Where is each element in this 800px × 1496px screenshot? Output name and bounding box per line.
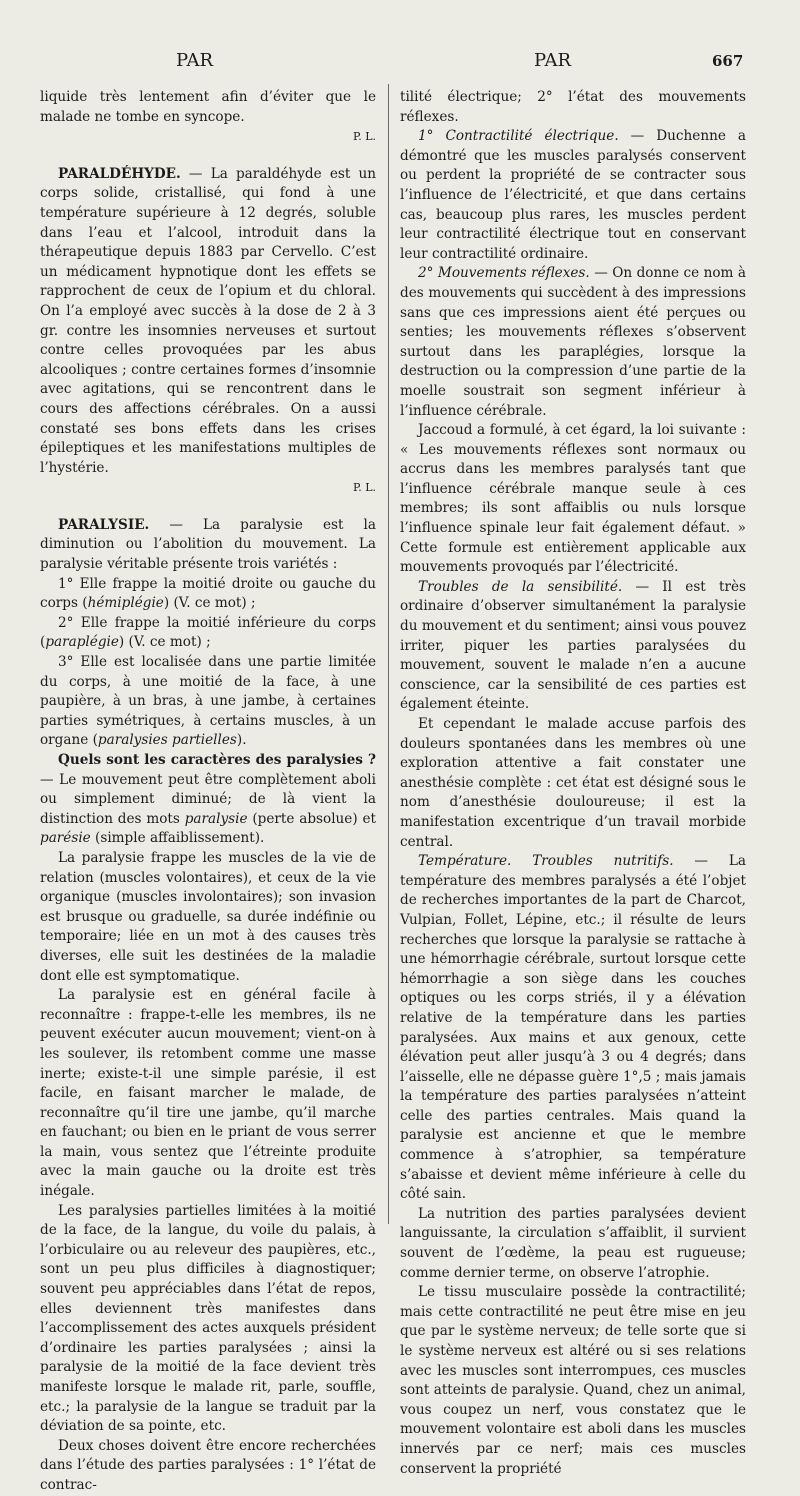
section-heading: Quels sont les caractères des paralysies ? — [58, 752, 376, 768]
right-column — [400, 88, 746, 1479]
section-heading: 2° Mouvements réflexes. — [418, 265, 590, 282]
paragraph: La paralysie frappe les muscles de la vie de relation (muscles volontaires), et ceux de la vie organique (muscles involontaires); son invasion est brusque ou graduelle, sa durée indéfinie ou temporaire; liée en un mot à des causes très diverses, elle suit les destinées de la maladie dont elle est symptomatique. — [40, 849, 376, 984]
left-column — [40, 88, 376, 1496]
list-item: 3° Elle est localisée dans une partie limitée du corps, à une moitié de la face, à une paupière, à un bras, à une jambe, à certaines parties symétriques, à certains muscles, à un organe (paralysies partielles). — [40, 654, 376, 749]
section-heading: Troubles de la sensibilité. — [418, 578, 623, 595]
running-header — [0, 50, 800, 80]
paragraph: La paralysie est en général facile à reconnaître : frappe-t-elle les membres, ils ne peuvent exécuter aucun mouvement; vient-on à les soulever, ils retombent comme une masse inerte; existe-t-il une simple parésie, il est facile, en faisant marcher le malade, de reconnaître qu’il tire une jambe, qu’il marche en fauchant; ou bien en le priant de vous serrer la main, vous sentez que l’étreinte produite avec la main gauche ou la droite est très inégale. — [40, 987, 376, 1200]
entry-text: — La paraldéhyde est un corps solide, cristallisé, qui fond à une température supérieure à 12 degrés, soluble dans l’eau et l’alcool, introduit dans la thérapeutique depuis 1883 par Cervello. C’est un médicament hypnotique dont les effets se rapprochent de ceux de l’opium et du chloral. On l’a employé avec succès à la dose de 2 à 3 gr. contre les insomnies nerveuses et surtout contre celles provoquées par les abus alcooliques ; contre certaines formes d’insomnie avec agitations, qui se rencontrent dans le cours des affections cérébrales. On a aussi constaté ses bons effets dans les crises épileptiques et les manifestations multiples de l’hystérie. — [40, 165, 376, 476]
section-heading: 1° Contractilité électrique. — [418, 128, 619, 145]
signature: P. L. — [353, 130, 376, 144]
list-item: 2° Elle frappe la moitié inférieure du corps (paraplégie) (V. ce mot) ; — [40, 614, 376, 651]
entry-paraldehyde — [40, 165, 376, 479]
paragraph: Le tissu musculaire possède la contractilité; mais cette contractilité ne peut être mise en jeu que par le système nerveux; de telle sorte que si le système nerveux est altéré ou si ses relations avec les muscles sont interrompues, ces muscles sont atteints de paralysie. Quand, chez un animal, vous coupez un nerf, vous constatez que le mouvement volontaire est aboli dans les muscles innervés par ce nerf; mais ces muscles conservent la propriété — [400, 1284, 746, 1477]
header-center-word: PAR — [534, 50, 572, 71]
paragraph: liquide très lentement afin d’éviter que le malade ne tombe en syncope. — [40, 89, 376, 125]
paragraph: tilité électrique; 2° l’état des mouvements réflexes. — [400, 89, 746, 125]
header-left-word: PAR — [176, 50, 214, 71]
entry-text: — La paralysie est la diminution ou l’abolition du mouvement. La paralysie véritable présente trois variétés : — [40, 516, 376, 573]
paragraph: La nutrition des parties paralysées devient languissante, la circulation s’affaiblit, il survient souvent de l’œdème, la peau est rugueuse; comme dernier terme, on observe l’atrophie. — [400, 1205, 746, 1281]
entry-paralysie — [40, 516, 376, 575]
list-item: 1° Elle frappe la moitié droite ou gauche du corps (hémiplégie) (V. ce mot) ; — [40, 575, 376, 612]
entry-headword: PARALYSIE. — [58, 516, 150, 533]
section-temperature: Température. Troubles nutritifs. — La température des membres paralysés a été l’objet de recherches importantes de la part de Charcot, Vulpian, Follet, Lépine, etc.; il résulte de leurs recherches que lorsque la paralysie se rattache à une hémorrhagie cérébrale, surtout lorsque cette hémorrhagie a son siège dans les couches optiques ou les corps striés, il y a élévation relative de la température dans les parties paralysées. Aux mains et aux genoux, cette élévation peut aller jusqu’à 3 ou 4 degrés; dans l’aisselle, elle ne dépasse guère 1°,5 ; mais jamais la température des parties paralysées n’atteint celle des parties centrales. Mais quand la paralysie est ancienne et que le membre commence à s’atrophier, sa température s’abaisse et devient même inférieure à celle du côté sain. — [400, 853, 746, 1203]
column-divider — [388, 84, 389, 1224]
entry-headword: PARALDÉHYDE. — [58, 165, 181, 182]
paragraph: Les paralysies partielles limitées à la moitié de la face, de la langue, du voile du palais, à l’orbiculaire ou au releveur des paupières, etc., sont un peu plus difficiles à diagnostiquer; souvent peu appréciables dans l’état de repos, elles deviennent très manifestes dans l’accomplissement des actes auxquels président d’ordinaire les parties paralysées ; ainsi la paralysie de la moitié de la face devient très manifeste lorsque le malade rit, parle, souffle, etc.; la paralysie de la langue se traduit par la déviation de sa pointe, etc. — [40, 1202, 376, 1435]
section-contractilite: 1° Contractilité électrique. — Duchenne a démontré que les muscles paralysés conservent ou perdent la propriété de se contracter sous l’influence de l’électricité, et que dans certains cas, beaucoup plus rares, les muscles perdent leur contractilité électrique tout en conservant leur contractilité ordinaire. — [400, 128, 746, 262]
section-reflexes: 2° Mouvements réflexes. — On donne ce nom à des mouvements qui succèdent à des impressions sans que ces impressions aient été perçues ou senties; les mouvements réflexes s’observent surtout dans les paraplégies, lorsque la destruction ou la compression d’une partie de la moelle soustrait son segment inférieur à l’influence cérébrale. — [400, 265, 746, 419]
paragraph: Deux choses doivent être encore recherchées dans l’étude des parties paralysées : 1° l’état de contrac- — [40, 1437, 376, 1493]
paragraph: Et cependant le malade accuse parfois des douleurs spontanées dans les membres où une exploration attentive a fait constater une anesthésie complète : cet état est désigné sous le nom d’anesthésie douloureuse; il est la manifestation excentrique d’un travail morbide central. — [400, 716, 746, 850]
section-question: Quels sont les caractères des paralysies ? — Le mouvement peut être complètement aboli ou simplement diminué; de là vient la distinction des mots paralysie (perte absolue) et parésie (simple affaiblissement). — [40, 752, 376, 847]
section-sensibilite: Troubles de la sensibilité. — Il est très ordinaire d’observer simultanément la paralysie du mouvement et du sentiment; ainsi vous pouvez irriter, piquer les parties paralysées du mouvement, souvent le malade n’en a aucune conscience, car la sensibilité de ces parties est également éteinte. — [400, 578, 746, 713]
section-heading: Température. Troubles nutritifs. — [418, 853, 674, 870]
signature: P. L. — [353, 481, 376, 495]
paragraph: Jaccoud a formulé, à cet égard, la loi suivante : « Les mouvements réflexes sont normaux ou accrus dans les membres paralysés tant que l’influence cérébrale manque seule à ces membres; ils sont affaiblis ou nuls lorsque l’influence spinale leur fait également défaut. » Cette formule est entièrement applicable aux mouvements provoqués par l’électricité. — [400, 422, 746, 576]
page-number: 667 — [712, 52, 744, 70]
